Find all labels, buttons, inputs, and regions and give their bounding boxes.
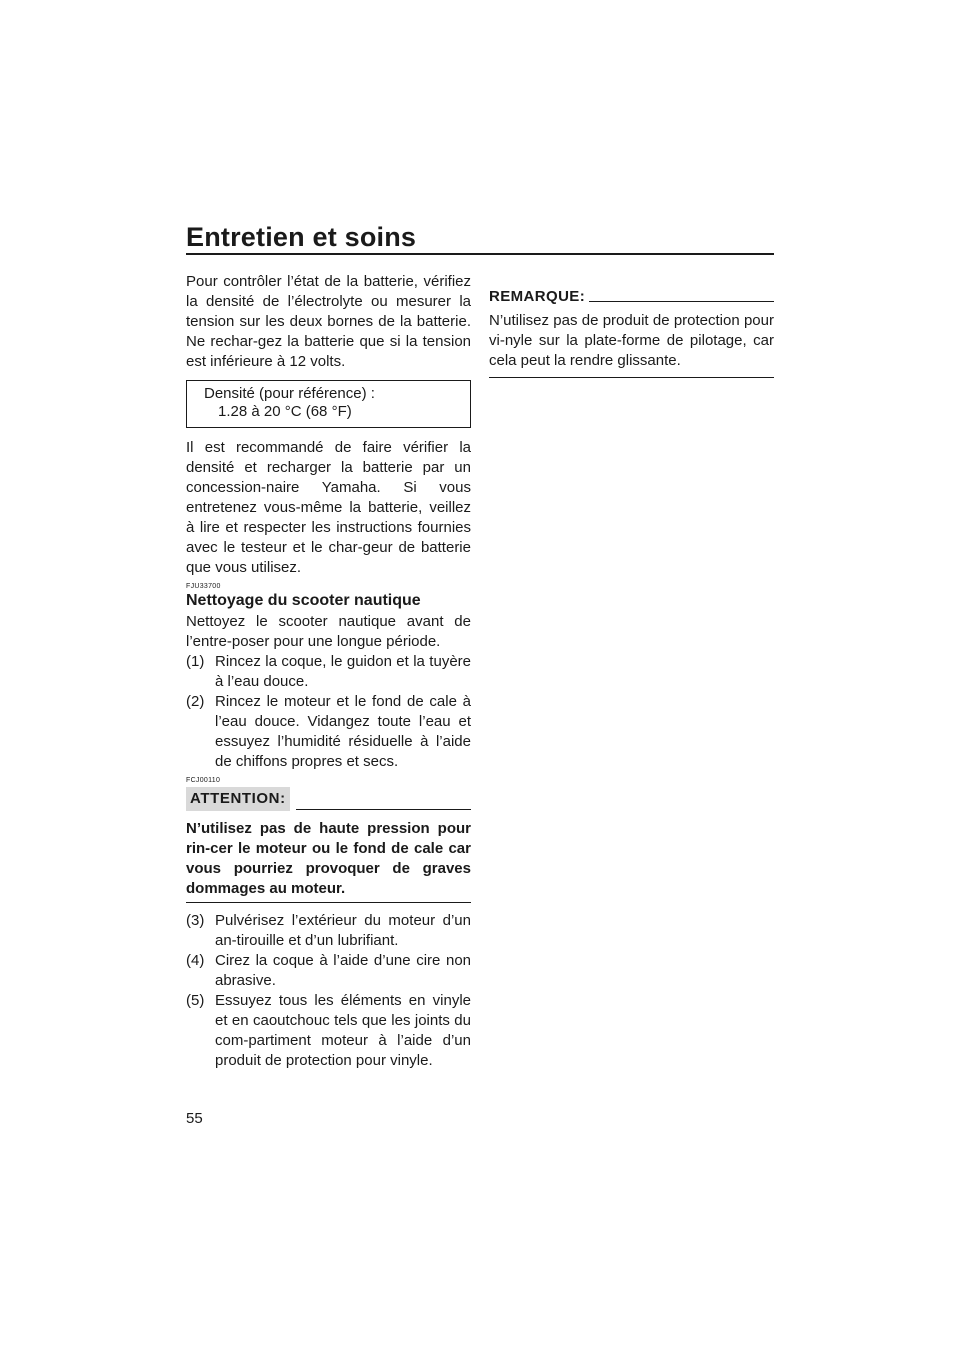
list-item	[186, 692, 471, 772]
battery-recommend-paragraph: Il est recommandé de faire vérifier la densité et recharger la batterie par un concession-naire Yamaha. Si vous entretenez vous-même la batterie, veillez à lire et respecter les instructions fournies avec le testeur et le char-geur de batterie que vous utilisez.	[186, 439, 471, 576]
attention-reference-code: FCJ00110	[186, 777, 221, 784]
right-column	[489, 287, 774, 378]
note-rule	[589, 301, 774, 302]
list-item-number: (4)	[186, 952, 205, 969]
list-item-number: (5)	[186, 992, 205, 1009]
note-header	[489, 287, 774, 307]
list-item-text: Rincez le moteur et le fond de cale à l’eau douce. Vidangez toute l’eau et essuyez l’humidité résiduelle à l’aide de chiffons propres et secs.	[215, 693, 471, 770]
section-heading: Nettoyage du scooter nautique	[186, 592, 421, 609]
note-label: REMARQUE:	[489, 288, 586, 305]
list-item	[186, 951, 471, 991]
battery-intro-paragraph: Pour contrôler l’état de la batterie, vérifiez la densité de l’électrolyte ou mesurer la tension sur les deux bornes de la batterie. Ne rechar-gez la batterie que si la tension est inférieure à 12 volts.	[186, 273, 471, 370]
attention-rule	[296, 809, 471, 810]
attention-label: ATTENTION:	[186, 787, 290, 811]
list-item	[186, 911, 471, 951]
list-item-text: Essuyez tous les éléments en vinyle et en caoutchouc tels que les joints du com-partiment moteur à l’aide d’un produit de protection pour vinyle.	[215, 992, 471, 1069]
note-text: N’utilisez pas de produit de protection pour vi-nyle sur la plate-forme de pilotage, car cela peut la rendre glissante.	[489, 311, 774, 378]
left-column	[186, 272, 471, 1071]
attention-text: N’utilisez pas de haute pression pour rin-cer le moteur ou le fond de cale car vous pourriez provoquer de graves dommages au moteur.	[186, 819, 471, 903]
density-spec-box	[186, 380, 471, 428]
page-number: 55	[186, 1110, 203, 1127]
list-item	[186, 652, 471, 692]
list-item-text: Cirez la coque à l’aide d’une cire non abrasive.	[215, 952, 471, 989]
list-item-number: (2)	[186, 693, 205, 710]
section-reference-code: FJU33700	[186, 583, 221, 590]
list-item-text: Rincez la coque, le guidon et la tuyère à l’eau douce.	[215, 653, 471, 690]
page-title: Entretien et soins	[186, 222, 417, 252]
list-item-text: Pulvérisez l’extérieur du moteur d’un an-tirouille et d’un lubrifiant.	[215, 912, 471, 949]
attention-header	[186, 787, 471, 811]
title-rule	[186, 253, 774, 255]
section-intro-paragraph: Nettoyez le scooter nautique avant de l’entre-poser pour une longue période.	[186, 613, 471, 650]
density-spec-label: Densité (pour référence) :	[204, 385, 375, 402]
density-spec-value: 1.28 à 20 °C (68 °F)	[218, 403, 352, 420]
list-item-number: (1)	[186, 653, 205, 670]
list-item-number: (3)	[186, 912, 205, 929]
list-item	[186, 991, 471, 1071]
